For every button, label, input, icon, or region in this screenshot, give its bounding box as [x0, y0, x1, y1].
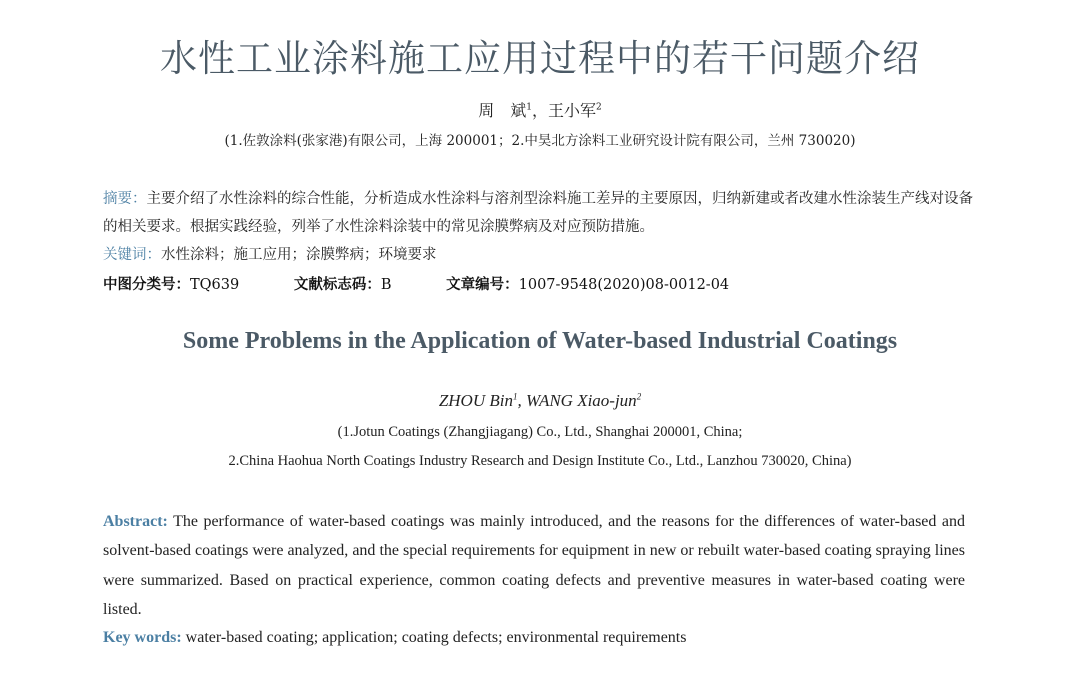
author-1-name-en: ZHOU Bin — [438, 391, 513, 410]
keywords-en-label: Key words: — [103, 629, 182, 646]
abstract-cn — [103, 185, 973, 241]
keywords-cn — [103, 244, 973, 266]
author-2-affil-mark-en: 2 — [636, 391, 642, 402]
authors-en — [0, 391, 1080, 411]
keywords-en-text: water-based coating; application; coating defects; environmental requirements — [185, 629, 687, 646]
author-separator: ， — [531, 101, 548, 120]
affiliation-cn: (1.佐敦涂料(张家港)有限公司，上海 200001；2.中昊北方涂料工业研究设计院有限公司，兰州 730020) — [224, 133, 856, 149]
clc-label: 中图分类号： — [103, 277, 190, 293]
paper-title-en: Some Problems in the Application of Water-based Industrial Coatings — [182, 328, 898, 354]
author-separator-en: , — [517, 391, 526, 410]
article-number — [446, 274, 729, 296]
abstract-en-label: Abstract: — [103, 513, 168, 530]
keywords-en — [103, 624, 973, 652]
author-1-affil-mark-en: 1 — [512, 391, 518, 402]
author-2-name: 王小军 — [548, 101, 597, 120]
author-1-affil-mark: 1 — [526, 102, 532, 113]
document-code — [294, 274, 392, 296]
abstract-en — [103, 507, 965, 624]
clc-value: TQ639 — [190, 277, 240, 293]
clc-number — [103, 274, 239, 296]
classification-info — [103, 274, 973, 296]
keywords-cn-label: 关键词： — [103, 247, 161, 263]
doc-code-label: 文献标志码： — [293, 277, 381, 293]
affiliation-en-line2: 2.China Haohua North Coatings Industry Research and Design Institute Co., Ltd., Lanzhou 730020, China) — [228, 453, 852, 469]
article-number-label: 文章编号： — [446, 277, 519, 293]
abstract-en-text: The performance of water-based coatings was mainly introduced, and the reasons for the differences of water-based and solvent-based coatings were analyzed, and the special requirements for equipment in new or rebuilt water-based coating spraying lines were summarized. Based on practical experience, common coating defects and preventive measures in water-based coating were listed. — [103, 513, 965, 618]
authors-cn — [0, 98, 1080, 121]
author-2-name-en: WANG Xiao-jun — [525, 391, 637, 410]
article-number-value: 1007-9548(2020)08-0012-04 — [518, 277, 730, 293]
abstract-cn-label: 摘要： — [103, 191, 147, 207]
keywords-cn-text: 水性涂料；施工应用；涂膜弊病；环境要求 — [161, 247, 437, 263]
abstract-cn-text: 主要介绍了水性涂料的综合性能，分析造成水性涂料与溶剂型涂料施工差异的主要原因，归纳新建或者改建水性涂装生产线对设备的相关要求。根据实践经验，列举了水性涂料涂装中的常见涂膜弊病及对应预防措施。 — [103, 191, 973, 235]
author-1-name: 周 斌 — [478, 101, 527, 120]
paper-title-cn: 水性工业涂料施工应用过程中的若干问题介绍 — [160, 37, 920, 80]
author-2-affil-mark: 2 — [596, 102, 602, 113]
affiliation-en-line1: (1.Jotun Coatings (Zhangjiagang) Co., Ltd., Shanghai 200001, China; — [337, 424, 743, 440]
doc-code-value: B — [380, 277, 392, 293]
